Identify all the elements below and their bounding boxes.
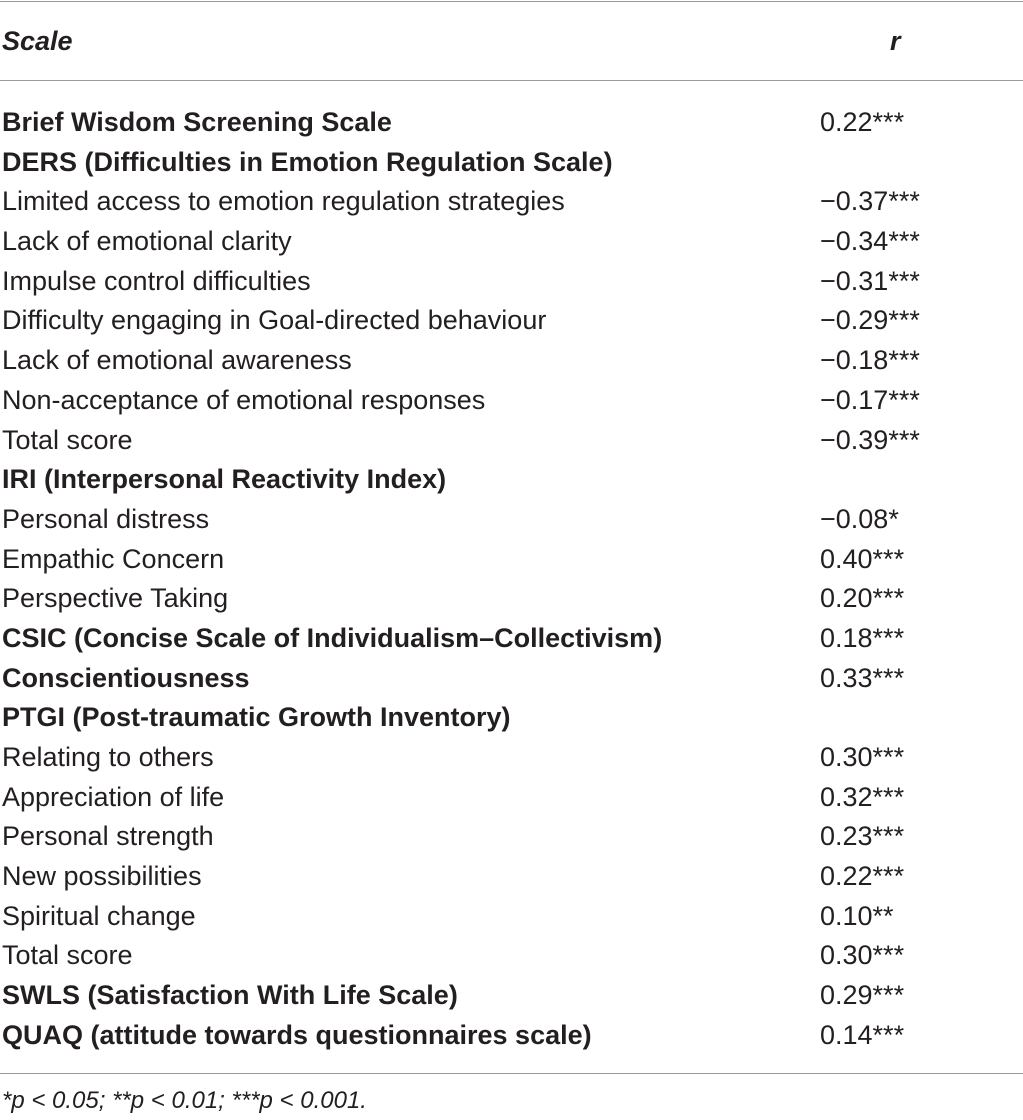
scale-name-cell: Perspective Taking [2,583,229,614]
r-value-cell: 0.33*** [820,662,905,693]
table-row [0,579,1023,619]
r-value-cell: 0.40*** [820,543,905,574]
table-row [0,778,1023,818]
scale-name-cell: Brief Wisdom Screening Scale [2,107,392,137]
table-row [0,460,1023,500]
table-row [0,976,1023,1016]
r-value-cell: −0.18*** [820,345,920,376]
scale-name-cell: Limited access to emotion regulation strategies [2,186,565,217]
r-value-cell: −0.17*** [820,384,920,415]
table-row [0,936,1023,976]
r-value-cell: 0.29*** [820,980,905,1011]
scale-name-cell: Spiritual change [2,900,196,931]
table-footnote: *p < 0.05; **p < 0.01; ***p < 0.001. [2,1087,367,1114]
scale-name-cell: Total score [2,940,133,971]
table-row [0,500,1023,540]
scale-name-cell: Difficulty engaging in Goal-directed behaviour [2,305,547,336]
column-header-r: r [890,26,901,56]
scale-name-cell: Total score [2,424,133,455]
scale-name-cell: Personal strength [2,821,214,852]
scale-name-cell: IRI (Interpersonal Reactivity Index) [2,464,447,495]
table-body [0,103,1023,1056]
r-value-cell: 0.18*** [820,622,905,653]
r-value-cell: 0.30*** [820,742,905,772]
scale-name-cell: Empathic Concern [2,543,225,574]
table-row [0,262,1023,302]
table-header-rule [0,80,1023,81]
table-row [0,182,1023,222]
scale-name-cell: New possibilities [2,861,202,892]
r-value-cell: −0.31*** [820,265,920,296]
scale-name-cell: DERS (Difficulties in Emotion Regulation Scale) [2,146,613,177]
table-row [0,143,1023,183]
r-value-cell: 0.20*** [820,583,905,614]
r-value-cell: 0.23*** [820,821,905,852]
table-row [0,897,1023,937]
scale-name-cell: Impulse control difficulties [2,265,311,296]
r-value-cell: −0.08* [820,503,899,534]
r-value-cell: −0.37*** [820,186,920,217]
r-value-cell: −0.29*** [820,305,920,336]
r-value-cell: −0.39*** [820,424,920,455]
table-top-rule [0,1,1023,2]
table-row [0,301,1023,341]
r-value-cell: 0.10** [820,900,894,931]
scale-name-cell: Personal distress [2,503,210,534]
scale-name-cell: Lack of emotional clarity [2,226,292,257]
table-header [0,20,1023,64]
table-row [0,659,1023,699]
table-row [0,421,1023,461]
r-value-cell: 0.32*** [820,781,905,812]
r-value-cell: −0.34*** [820,226,920,257]
r-value-cell: 0.22*** [820,107,905,137]
table-row [0,738,1023,778]
table-row [0,540,1023,580]
table-row [0,222,1023,262]
scale-name-cell: Lack of emotional awareness [2,345,352,376]
table-row [0,1016,1023,1056]
table-bottom-rule [0,1073,1023,1074]
scale-name-cell: Conscientiousness [2,662,250,693]
scale-name-cell: Relating to others [2,742,214,772]
table-row [0,619,1023,659]
table-row [0,103,1023,143]
table-row [0,341,1023,381]
table-row [0,857,1023,897]
r-value-cell: 0.14*** [820,1019,905,1050]
scale-name-cell: CSIC (Concise Scale of Individualism–Collectivism) [2,622,663,653]
r-value-cell: 0.22*** [820,861,905,892]
r-value-cell: 0.30*** [820,940,905,971]
table-row [0,817,1023,857]
scale-name-cell: PTGI (Post-traumatic Growth Inventory) [2,702,511,733]
scale-name-cell: SWLS (Satisfaction With Life Scale) [2,980,458,1011]
table-row [0,698,1023,738]
scale-name-cell: Non-acceptance of emotional responses [2,384,486,415]
scale-name-cell: Appreciation of life [2,781,225,812]
column-header-scale: Scale [2,26,73,56]
scale-name-cell: QUAQ (attitude towards questionnaires scale) [2,1019,592,1050]
table-row [0,381,1023,421]
